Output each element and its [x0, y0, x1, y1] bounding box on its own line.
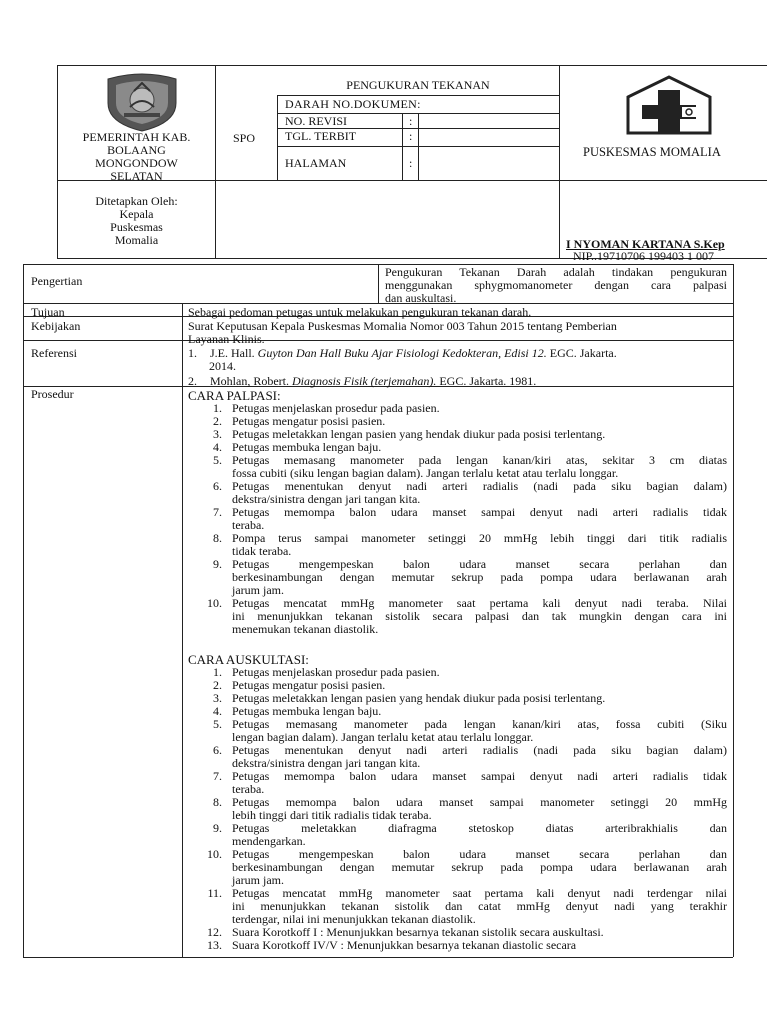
step-text: tidak teraba. [232, 544, 292, 558]
list-number: 5. [213, 717, 222, 731]
step-text: Petugas mengempeskan balon udara manset secara perlahan dan [232, 557, 727, 571]
step-text: Petugas memompa balon udara manset sampai manometer setinggi 20 mmHg [232, 795, 727, 809]
list-item [200, 480, 727, 506]
reference-publisher: EGC. Jakarta. 1981. [436, 374, 537, 388]
step-text: Petugas mencatat mmHg manometer saat pertama kali denyut nadi terdengar nilai [232, 886, 727, 900]
list-number: 11. [207, 886, 222, 900]
step-text: jarum jam. [232, 583, 284, 597]
list-number: 13. [207, 938, 222, 952]
list-item [200, 454, 727, 480]
tujuan-label: Tujuan [31, 305, 65, 319]
auskultasi-heading: CARA AUSKULTASI: [188, 652, 309, 667]
list-number: 3. [213, 691, 222, 705]
prosedur-label: Prosedur [31, 387, 74, 401]
step-text: Petugas meletakkan diafragma stetoskop diatas arteribrakhialis dan [232, 821, 727, 835]
colon: : [409, 129, 413, 143]
step-text: lengan bagian dalam). Jangan terlalu ketat atau terlalu longgar. [232, 730, 534, 744]
step-text: berkesinambungan dengan memutar sekrup pada pompa udara berlawanan arah [232, 860, 727, 874]
step-text: Petugas mengatur posisi pasien. [232, 414, 386, 428]
colon: : [409, 114, 413, 128]
gov-line: PEMERINTAH KAB. [82, 130, 191, 144]
text-line: Surat Keputusan Kepala Puskesmas Momalia Nomor 003 Tahun 2015 tentang Pemberian [188, 319, 617, 333]
established-line: Ditetapkan Oleh: [95, 194, 178, 208]
issue-date-label: TGL. TERBIT [285, 129, 357, 143]
step-text: lebih tinggi dari titik radialis tidak teraba. [232, 808, 432, 822]
list-item [200, 770, 727, 796]
list-number: 8. [213, 531, 222, 545]
list-number: 4. [213, 704, 222, 718]
step-text: ini menunjukkan tekanan sistolik dan catat mmHg denyut nadi yang terakhir [232, 899, 727, 913]
step-text: Petugas memompa balon udara manset sampai denyut nadi arteri radialis tidak [232, 505, 727, 519]
step-text: Petugas menentukan denyut nadi arteri radialis (nadi pada siku bagian dalam) [232, 479, 727, 493]
list-number: 2. [213, 678, 222, 692]
reference-title: Guyton Dan Hall Buku Ajar Fisiologi Kedokteran, Edisi 12. [257, 346, 547, 360]
text-line: dan auskultasi. [385, 291, 457, 305]
gov-line: MONGONDOW [95, 156, 178, 170]
step-text: Petugas memasang manometer pada lengan kanan/kiri atas, fossa cubiti (Siku [232, 717, 727, 731]
puskesmas-name: PUSKESMAS MOMALIA [583, 145, 721, 159]
text-line: Layanan Klinis. [188, 332, 265, 346]
reference-publisher: EGC. Jakarta. [546, 346, 617, 360]
reference-author: Mohlan, Robert. [210, 374, 292, 388]
step-text: Petugas menentukan denyut nadi arteri radialis (nadi pada siku bagian dalam) [232, 743, 727, 757]
step-text: Petugas menjelaskan prosedur pada pasien. [232, 401, 440, 415]
tujuan-text: Sebagai pedoman petugas untuk melakukan pengukuran tekanan darah. [188, 305, 532, 319]
step-text: terdengar, nilai ini menunjukkan tekanan diastolik. [232, 912, 476, 926]
list-number: 6. [213, 479, 222, 493]
step-text: Petugas meletakkan lengan pasien yang hendak diukur pada posisi terlentang. [232, 427, 606, 441]
text-line: Pengukuran Tekanan Darah adalah tindakan pengukuran [385, 265, 727, 279]
list-item [200, 939, 727, 952]
list-number: 4. [213, 440, 222, 454]
step-text: ini menunjukkan tekanan sistolik secara palpasi dan tak mungkin dengan cara ini [232, 609, 727, 623]
list-item [200, 718, 727, 744]
list-item [200, 796, 727, 822]
document-title: PENGUKURAN TEKANAN [346, 78, 490, 92]
signer-nip: NIP..19710706 199403 1 007 [573, 249, 715, 263]
step-text: Petugas mengempeskan balon udara manset secara perlahan dan [232, 847, 727, 861]
list-item [200, 822, 727, 848]
palpasi-steps [200, 402, 727, 636]
list-item [200, 597, 727, 636]
gov-line: SELATAN [110, 169, 163, 183]
step-text: menemukan tekanan diastolik. [232, 622, 379, 636]
reference-title: Diagnosis Fisik (terjemahan). [292, 374, 437, 388]
list-number: 7. [213, 505, 222, 519]
referensi-label: Referensi [31, 346, 77, 360]
step-text: teraba. [232, 782, 265, 796]
list-number: 2. [188, 374, 197, 388]
established-line: Momalia [114, 233, 159, 247]
step-text: Petugas mencatat mmHg manometer saat pertama kali denyut nadi teraba. Nilai [232, 596, 727, 610]
spo-label: SPO [233, 131, 256, 145]
list-number: 9. [213, 821, 222, 835]
step-text: Petugas meletakkan lengan pasien yang hendak diukur pada posisi terlentang. [232, 691, 606, 705]
reference-item [188, 375, 536, 388]
signer-name: I NYOMAN KARTANA S.Kep [566, 237, 725, 251]
reference-continuation: 2014. [209, 359, 236, 373]
step-text: Petugas memasang manometer pada lengan kanan/kiri atas, sekitar 3 cm diatas [232, 453, 727, 467]
established-by [58, 195, 215, 247]
page-label: HALAMAN [285, 156, 347, 170]
list-number: 1. [213, 665, 222, 679]
step-text: dekstra/sinistra dengan jari tangan kita. [232, 492, 421, 506]
reference-author: J.E. Hall. [210, 346, 258, 360]
step-text: Pompa terus sampai manometer setinggi 20 mmHg lebih tinggi dari titik radialis [232, 531, 727, 545]
revision-label: NO. REVISI [285, 114, 347, 128]
list-number: 10. [207, 847, 222, 861]
regency-name [58, 131, 215, 183]
auskultasi-steps [200, 666, 727, 952]
kebijakan-text [188, 320, 728, 346]
step-text: Petugas memompa balon udara manset sampai denyut nadi arteri radialis tidak [232, 769, 727, 783]
step-text: Suara Korotkoff I : Menunjukkan besarnya tekanan sistolik secara auskultasi. [232, 925, 604, 939]
step-text: teraba. [232, 518, 265, 532]
pengertian-label: Pengertian [31, 274, 83, 288]
step-text: fossa cubiti (siku lengan bagian dalam). Jangan terlalu ketat atau terlalu longgar. [232, 466, 619, 480]
list-item [200, 744, 727, 770]
step-text: mendengarkan. [232, 834, 306, 848]
list-number: 10. [207, 596, 222, 610]
list-number: 7. [213, 769, 222, 783]
text-line: menggunakan sphygmomanometer dengan cara palpasi [385, 278, 727, 292]
puskesmas-logo-icon [624, 75, 714, 137]
step-text: jarum jam. [232, 873, 284, 887]
list-number: 6. [213, 743, 222, 757]
regency-crest-icon [100, 73, 184, 133]
list-number: 2. [213, 414, 222, 428]
kebijakan-label: Kebijakan [31, 319, 81, 333]
step-text: berkesinambungan dengan memutar sekrup pada pompa udara berlawanan arah [232, 570, 727, 584]
list-number: 1. [188, 346, 197, 360]
list-item [200, 848, 727, 887]
list-number: 8. [213, 795, 222, 809]
palpasi-heading: CARA PALPASI: [188, 388, 281, 403]
gov-line: BOLAANG [107, 143, 166, 157]
step-text: Petugas membuka lengan baju. [232, 704, 382, 718]
step-text: Petugas menjelaskan prosedur pada pasien. [232, 665, 440, 679]
pengertian-text [385, 266, 727, 305]
list-item [200, 887, 727, 926]
step-text: Petugas mengatur posisi pasien. [232, 678, 386, 692]
list-number: 3. [213, 427, 222, 441]
list-number: 9. [213, 557, 222, 571]
step-text: dekstra/sinistra dengan jari tangan kita. [232, 756, 421, 770]
list-number: 1. [213, 401, 222, 415]
reference-item [188, 347, 617, 360]
list-item [200, 506, 727, 532]
list-number: 12. [207, 925, 222, 939]
established-line: Kepala [119, 207, 154, 221]
list-item [200, 558, 727, 597]
colon: : [409, 156, 413, 170]
list-number: 5. [213, 453, 222, 467]
list-item [200, 532, 727, 558]
document-number-label: DARAH NO.DOKUMEN: [285, 97, 421, 111]
step-text: Petugas membuka lengan baju. [232, 440, 382, 454]
established-line: Puskesmas [110, 220, 163, 234]
step-text: Suara Korotkoff IV/V : Menunjukkan besarnya tekanan diastolic secara [232, 938, 577, 952]
